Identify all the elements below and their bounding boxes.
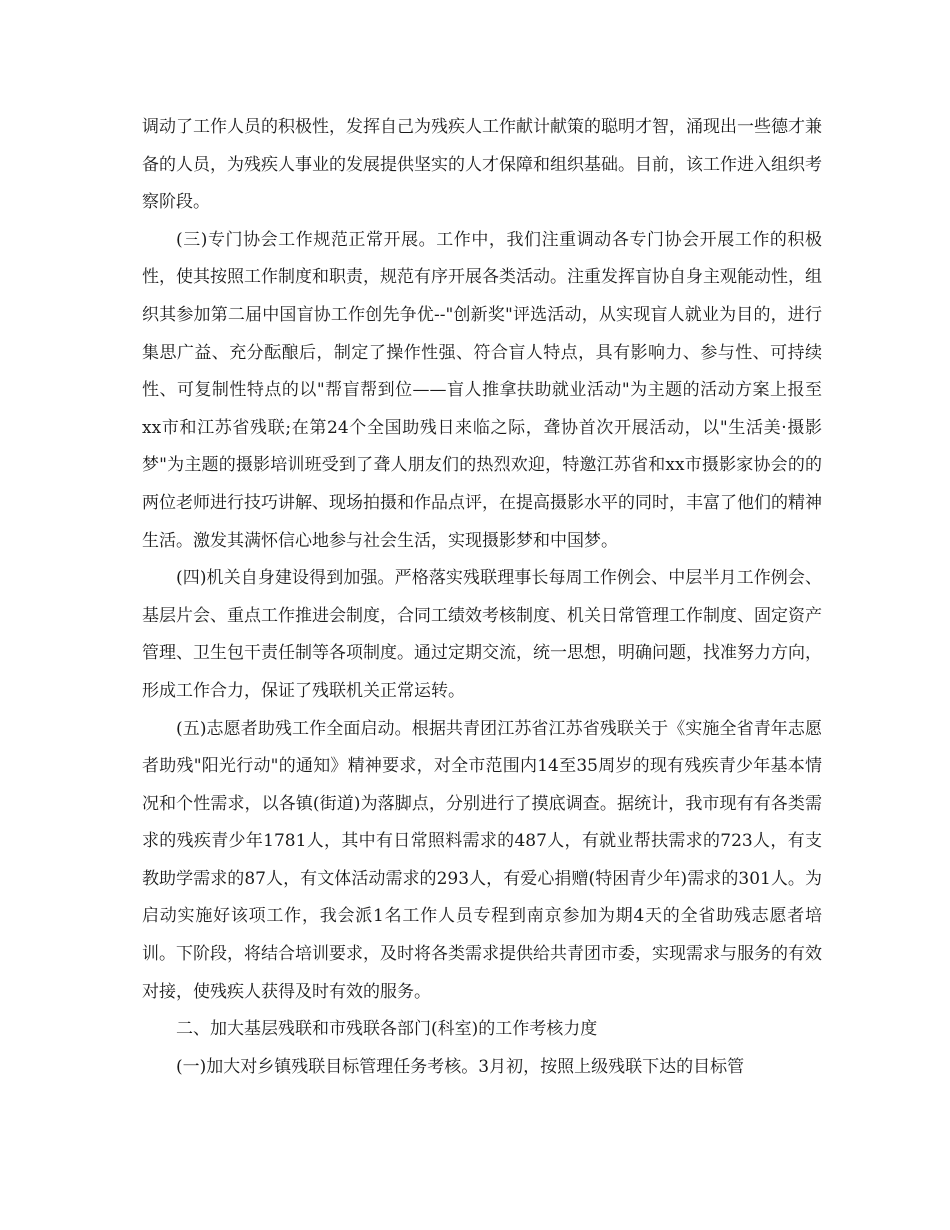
- document-page: [142, 109, 822, 1086]
- paragraph-5: (一)加大对乡镇残联目标管理任务考核。3月初，按照上级残联下达的目标管: [176, 1056, 745, 1077]
- paragraph-4: (五)志愿者助残工作全面启动。根据共青团江苏省江苏省残联关于《实施全省青年志愿者助残"阳光行动"的通知》精神要求，对全市范围内14至35周岁的现有残疾青少年基本情况和个性需求，以各镇(街道)为落脚点，分别进行了摸底调查。据统计，我市现有有各类需求的残疾青少年1781人，其中有日常照料需求的487人，有就业帮扶需求的723人，有支教助学需求的87人，有文体活动需求的293人，有爱心捐赠(特困青少年)需求的301人。为启动实施好该项工作，我会派1名工作人员专程到南京参加为期4天的全省助残志愿者培训。下阶段，将结合培训要求，及时将各类需求提供给共青团市委，实现需求与服务的有效对接，使残疾人获得及时有效的服务。: [142, 718, 822, 1002]
- section-heading: 二、加大基层残联和市残联各部门(科室)的工作考核力度: [176, 1019, 598, 1040]
- paragraph-3: (四)机关自身建设得到加强。严格落实残联理事长每周工作例会、中层半月工作例会、基层片会、重点工作推进会制度，合同工绩效考核制度、机关日常管理工作制度、固定资产管理、卫生包干责任制等各项制度。通过定期交流，统一思想，明确问题，找准努力方向，形成工作合力，保证了残联机关正常运转。: [142, 568, 822, 701]
- paragraph-1: 调动了工作人员的积极性，发挥自己为残疾人工作献计献策的聪明才智，涌现出一些德才兼备的人员，为残疾人事业的发展提供坚实的人才保障和组织基础。目前，该工作进入组织考察阶段。: [142, 117, 822, 213]
- paragraph-2: (三)专门协会工作规范正常开展。工作中，我们注重调动各专门协会开展工作的积极性，使其按照工作制度和职责，规范有序开展各类活动。注重发挥盲协自身主观能动性，组织其参加第二届中国盲协工作创先争优--"创新奖"评选活动，从实现盲人就业为目的，进行集思广益、充分酝酿后，制定了操作性强、符合盲人特点，具有影响力、参与性、可持续性、可复制性特点的以"帮盲帮到位——盲人推拿扶助就业活动"为主题的活动方案上报至xx市和江苏省残联;在第24个全国助残日来临之际，聋协首次开展活动，以"生活美·摄影梦"为主题的摄影培训班受到了聋人朋友们的热烈欢迎，特邀江苏省和xx市摄影家协会的的两位老师进行技巧讲解、现场拍摄和作品点评，在提高摄影水平的同时，丰富了他们的精神生活。激发其满怀信心地参与社会生活，实现摄影梦和中国梦。: [142, 229, 822, 551]
